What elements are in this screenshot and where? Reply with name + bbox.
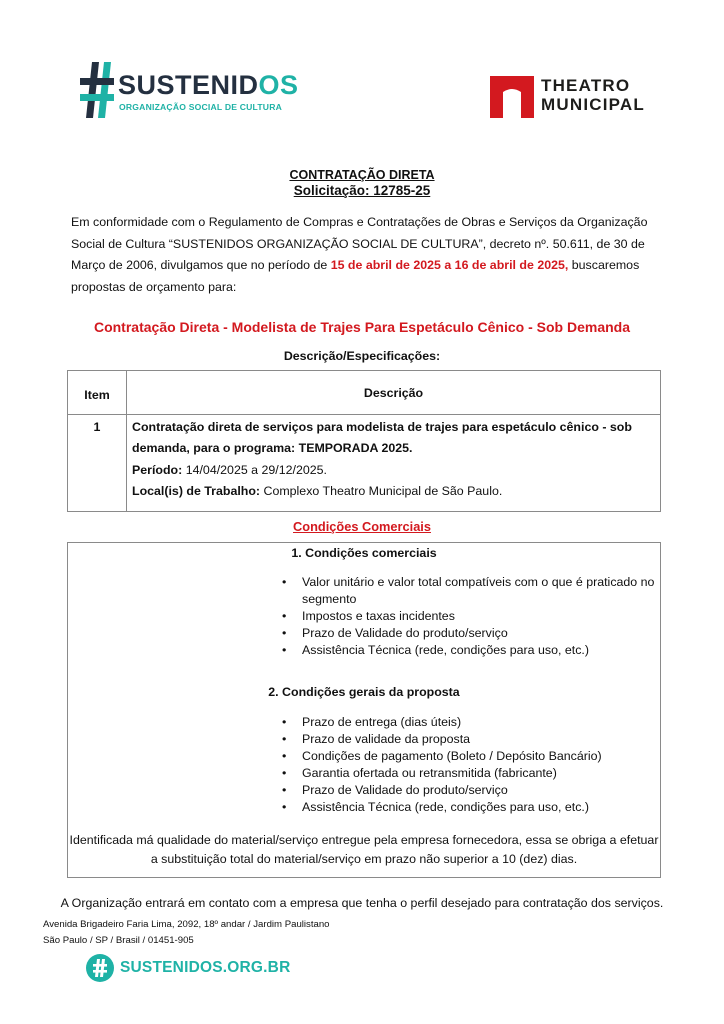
service-title: Contratação Direta - Modelista de Trajes Para Espetáculo Cênico - Sob Demanda bbox=[93, 319, 631, 335]
list-item: • Prazo de Validade do produto/serviço bbox=[68, 625, 682, 642]
hash-icon bbox=[80, 62, 114, 118]
document-title: CONTRATAÇÃO DIRETA bbox=[289, 168, 435, 182]
table-header-row bbox=[68, 371, 661, 415]
list-item: • Prazo de Validade do produto/serviço bbox=[68, 782, 682, 799]
column-header-item: Item bbox=[68, 371, 127, 415]
address-line-2: São Paulo / SP / Brasil / 01451-905 bbox=[43, 935, 194, 946]
hash-icon bbox=[86, 954, 114, 982]
table-row bbox=[68, 415, 661, 512]
column-header-description: Descrição bbox=[127, 371, 661, 415]
footer-website-link[interactable] bbox=[86, 954, 291, 984]
list-item: • Assistência Técnica (rede, condições para uso, etc.) bbox=[68, 642, 682, 659]
items-table bbox=[67, 370, 661, 512]
spec-label: Descrição/Especificações: bbox=[283, 349, 441, 363]
list-item: • Prazo de validade da proposta bbox=[68, 731, 682, 748]
conditions-title: Condições Comerciais bbox=[293, 519, 431, 534]
item-location: Local(is) de Trabalho: Complexo Theatro Municipal de São Paulo. bbox=[132, 484, 503, 499]
list-item: • Assistência Técnica (rede, condições para uso, etc.) bbox=[68, 799, 682, 816]
section-1-heading: 1. Condições comerciais bbox=[291, 546, 437, 560]
conditions-note: Identificada má qualidade do material/serviço entregue pela empresa fornecedora, essa se obriga a efetuar a substituição total do material/serviço em prazo não superior a 10 (dez) dias. bbox=[69, 833, 659, 866]
section-2-list bbox=[68, 714, 682, 816]
solicitation-number: Solicitação: 12785-25 bbox=[293, 183, 431, 198]
intro-paragraph: Em conformidade com o Regulamento de Compras e Contratações de Obras e Serviços da Organização Social de Cultura “SUSTENIDOS ORGANIZAÇÃO SOCIAL DE CULTURA”, decreto nº. 50.611, de 30 de Março de 2006, divulgamos que no período de 15 de abril de 2025 a 16 de abril de 2025, buscaremos propostas de orçamento para: bbox=[71, 215, 648, 294]
period-highlight: 15 de abril de 2025 a 16 de abril de 2025, bbox=[330, 258, 569, 273]
item-description bbox=[127, 415, 661, 512]
sustenidos-wordmark: SUSTENIDOS bbox=[118, 70, 299, 100]
theatro-municipal-logo bbox=[490, 74, 660, 122]
item-main-description: Contratação direta de serviços para modelista de trajes para espetáculo cênico - sob demanda, para o programa: TEMPORADA 2025. bbox=[132, 420, 632, 456]
item-number: 1 bbox=[68, 415, 127, 512]
conditions-box bbox=[67, 542, 661, 878]
section-1-list bbox=[68, 574, 682, 659]
theatro-municipal-mark-icon bbox=[490, 76, 534, 118]
section-2-heading: 2. Condições gerais da proposta bbox=[268, 685, 460, 699]
list-item: • Impostos e taxas incidentes bbox=[68, 608, 682, 625]
theatro-municipal-wordmark: THEATRO MUNICIPAL bbox=[541, 76, 645, 114]
sustenidos-subtitle: ORGANIZAÇÃO SOCIAL DE CULTURA bbox=[119, 102, 283, 112]
closing-statement: A Organização entrará em contato com a empresa que tenha o perfil desejado para contratação dos serviços. bbox=[60, 896, 664, 910]
sustenidos-logo bbox=[80, 62, 299, 120]
list-item: • Prazo de entrega (dias úteis) bbox=[68, 714, 682, 731]
list-item: • Garantia ofertada ou retransmitida (fabricante) bbox=[68, 765, 682, 782]
address-line-1: Avenida Brigadeiro Faria Lima, 2092, 18º andar / Jardim Paulistano bbox=[43, 919, 330, 930]
list-item: • Valor unitário e valor total compatíveis com o que é praticado no segmento bbox=[68, 574, 682, 608]
item-period: Período: 14/04/2025 a 29/12/2025. bbox=[132, 462, 327, 477]
website-url[interactable]: SUSTENIDOS.ORG.BR bbox=[120, 959, 291, 976]
list-item: • Condições de pagamento (Boleto / Depósito Bancário) bbox=[68, 748, 682, 765]
